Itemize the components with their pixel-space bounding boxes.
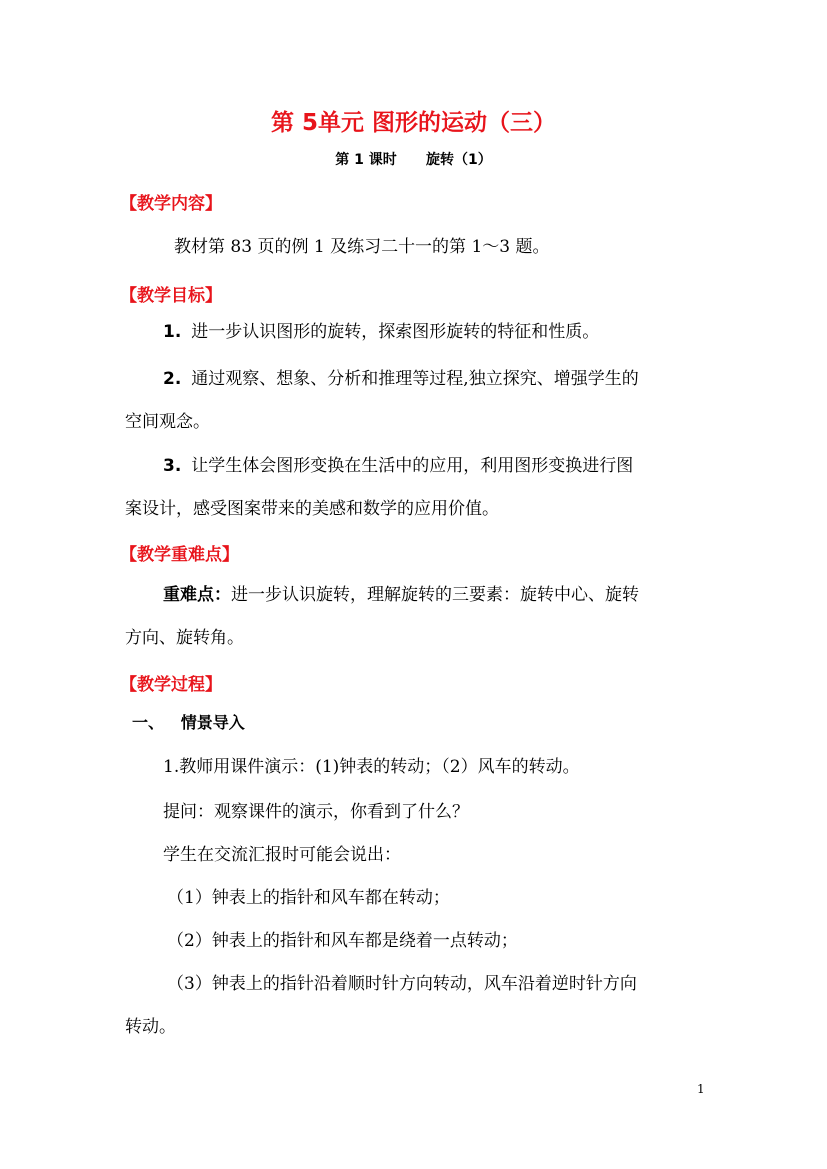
process-subheading: 一、 情景导入 — [132, 713, 245, 732]
lesson-subtitle: 第 1 课时 旋转（1） — [335, 152, 492, 168]
goal-text: 让学生体会图形变换在生活中的应用，利用图形变换进行图 — [191, 456, 634, 476]
page-number: 1 — [697, 1082, 705, 1096]
process-line: （1）钟表上的指针和风车都在转动； — [167, 888, 450, 908]
key-points-label: 重难点： — [163, 585, 231, 605]
goal-text: 通过观察、想象、分析和推理等过程,独立探究、增强学生的 — [191, 369, 639, 389]
goal-text: 进一步认识图形的旋转，探索图形旋转的特征和性质。 — [191, 322, 600, 342]
goal-item-2 — [163, 367, 639, 391]
goal-number: 2. — [163, 369, 182, 389]
section-heading-key-points: 【教学重难点】 — [120, 545, 239, 565]
goal-item-3 — [163, 454, 633, 478]
goal-item-3-continued: 案设计，感受图案带来的美感和数学的应用价值。 — [125, 499, 499, 519]
process-line: 1.教师用课件演示：(1)钟表的转动；（2）风车的转动。 — [163, 757, 580, 777]
key-points-line-1 — [163, 583, 639, 607]
section-heading-goals: 【教学目标】 — [120, 286, 222, 306]
process-line: 转动。 — [125, 1017, 176, 1037]
process-line: 学生在交流汇报时可能会说出： — [163, 845, 401, 865]
goal-number: 3. — [163, 456, 182, 476]
process-line: （3）钟表上的指针沿着顺时针方向转动，风车沿着逆时针方向 — [167, 974, 637, 994]
page-title: 第 5单元 图形的运动（三） — [270, 110, 557, 136]
goal-item-1 — [163, 320, 599, 344]
section-heading-process: 【教学过程】 — [120, 675, 222, 695]
key-points-text: 进一步认识旋转，理解旋转的三要素：旋转中心、旋转 — [231, 585, 639, 605]
section-heading-content: 【教学内容】 — [120, 194, 222, 214]
goal-item-2-continued: 空间观念。 — [125, 412, 210, 432]
key-points-line-2: 方向、旋转角。 — [125, 628, 244, 648]
goal-number: 1. — [163, 322, 182, 342]
process-line: （2）钟表上的指针和风车都是绕着一点转动； — [167, 931, 518, 951]
content-text: 教材第 83 页的例 1 及练习二十一的第 1～3 题。 — [174, 237, 550, 257]
process-line: 提问：观察课件的演示，你看到了什么？ — [163, 802, 469, 822]
